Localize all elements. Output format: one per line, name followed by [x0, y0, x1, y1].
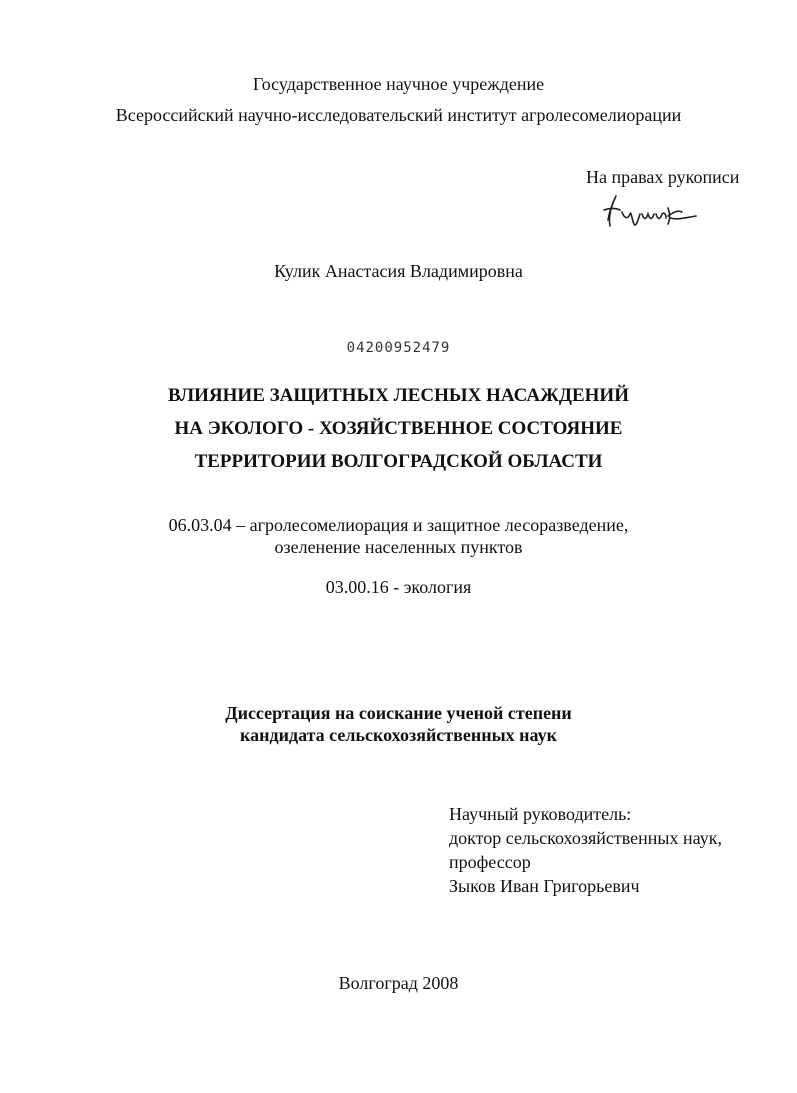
handwritten-signature [600, 190, 700, 232]
advisor-name: Зыков Иван Григорьевич [449, 876, 640, 896]
institution-type: Государственное научное учреждение [252, 74, 545, 94]
specialty-1-line-2: озеленение населенных пунктов [274, 537, 523, 557]
city-year: Волгоград 2008 [338, 973, 459, 993]
title-line-2: НА ЭКОЛОГО - ХОЗЯЙСТВЕННОЕ СОСТОЯНИЕ [174, 418, 623, 439]
advisor-title: профессор [449, 852, 531, 872]
advisor-degree: доктор сельскохозяйственных наук, [449, 828, 722, 848]
advisor-label: Научный руководитель: [449, 804, 632, 824]
degree-line-2: кандидата сельскохозяйственных наук [240, 725, 557, 745]
degree-line-1: Диссертация на соискание ученой степени [225, 703, 572, 723]
advisor-block [449, 802, 722, 898]
author-name: Кулик Анастасия Владимировна [274, 261, 523, 281]
catalog-number: 04200952479 [346, 340, 451, 356]
manuscript-note: На правах рукописи [586, 167, 740, 187]
institution-name: Всероссийский научно-исследовательский институт агролесомелиорации [115, 105, 682, 125]
specialty-2: 03.00.16 - экология [325, 577, 472, 597]
specialty-1-line-1: 06.03.04 – агролесомелиорация и защитное лесоразведение, [168, 515, 629, 535]
title-line-1: ВЛИЯНИЕ ЗАЩИТНЫХ ЛЕСНЫХ НАСАЖДЕНИЙ [168, 385, 629, 406]
title-line-3: ТЕРРИТОРИИ ВОЛГОГРАДСКОЙ ОБЛАСТИ [194, 451, 603, 472]
